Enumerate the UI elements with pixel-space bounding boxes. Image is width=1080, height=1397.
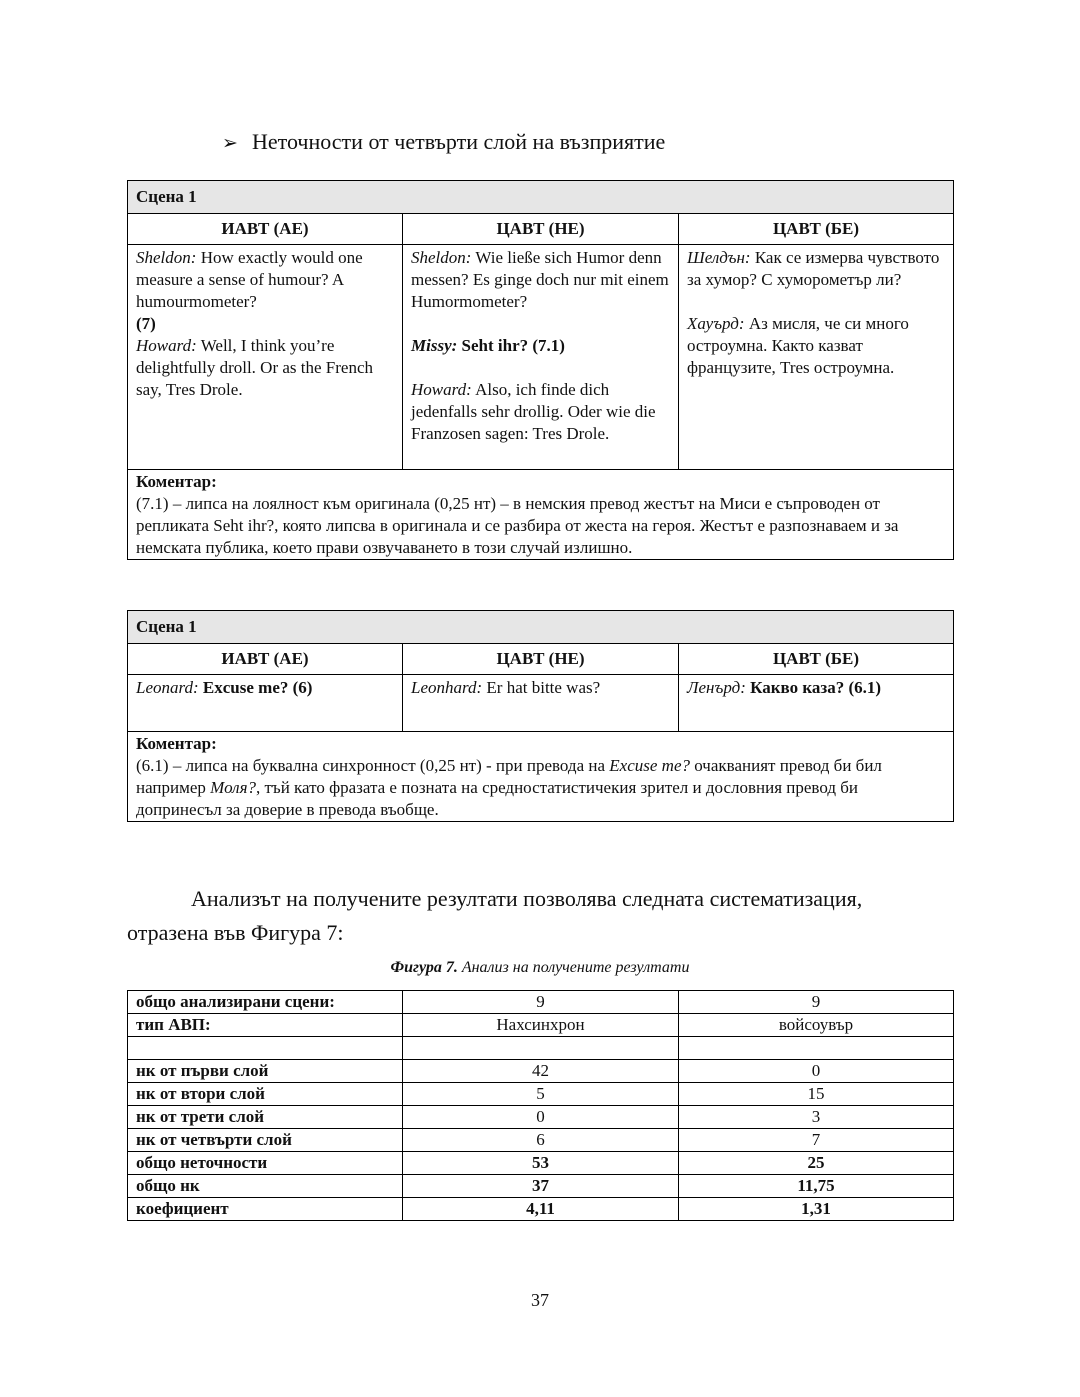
speaker: Howard: [136,336,197,355]
dialogue: Excuse me? (6) [198,678,313,697]
col-header-be: ЦАВТ (БЕ) [679,214,954,245]
value-voiceover: 11,75 [679,1175,954,1198]
cell-be [679,245,954,470]
row-label: коефициент [128,1198,403,1221]
col-header-ae: ИАВТ (АЕ) [128,644,403,675]
table-row [128,1083,954,1106]
comment-cell [128,732,954,822]
speaker: Leonhard: [411,678,483,697]
value-voiceover: 15 [679,1083,954,1106]
value-nachsynchron: 6 [403,1129,679,1152]
dialogue: How exactly would one measure a sense of humour? A humourmometer? [136,248,363,311]
results-table [127,990,954,1221]
value-nachsynchron [403,1037,679,1060]
page-number: 37 [531,1290,549,1310]
value-nachsynchron: 9 [403,991,679,1014]
comment-text: (7.1) – липса на лоялност към оригинала (0,25 нт) – в немския превод жестът на Миси е съпроводен от репликата Seht ihr?, която липсва в оригинала и се разбира от жеста на героя. Жестът е разпознаваем и за немската публика, което прави озвучаването в този случай излишно. [136,494,899,557]
dialogue: Er hat bitte was? [482,678,601,697]
value-voiceover: 9 [679,991,954,1014]
table-row [128,1037,954,1060]
value-voiceover: 7 [679,1129,954,1152]
dialogue: Also, ich finde dich jedenfalls sehr drollig. Oder wie die Franzosen sagen: Tres Drole. [411,380,656,443]
speaker: Leonard: [136,678,199,697]
scene-title: Сцена 1 [128,181,954,214]
row-label: нк от трети слой [128,1106,403,1129]
value-nachsynchron: 0 [403,1106,679,1129]
section-heading [222,127,665,159]
table-row [128,1129,954,1152]
figure-caption-text: Анализ на получените резултати [457,959,690,976]
table-row [128,1152,954,1175]
table-row [128,1198,954,1221]
speaker: Хауърд: [687,314,745,333]
value-voiceover [679,1037,954,1060]
speaker: Шелдън: [687,248,751,267]
table-row [128,1060,954,1083]
comment-title: Коментар: [136,734,217,753]
speaker: Sheldon: [136,248,197,267]
row-label: общо нк [128,1175,403,1198]
figure-label: Фигура 7. [390,959,458,976]
marker: (7) [136,314,156,333]
cell-ae [128,675,403,732]
comment-cell [128,470,954,560]
comment-text: (6.1) – липса на буквална синхронност (0,25 нт) - при превода на Excuse me? очакваният превод би бил например Моля?, тъй като фразата е позната на средностатистичекия зрител и дословния превод би допринесъл за доверие в превода въобще. [136,756,882,819]
dialogue: Как се измерва чувството за хумор? С хуморометър ли? [687,248,940,289]
figure-caption [127,957,953,979]
arrow-bullet-icon: ➢ [222,133,238,154]
scene-title: Сцена 1 [128,611,954,644]
table-row [128,1014,954,1037]
body-paragraph [127,882,953,950]
value-nachsynchron: 37 [403,1175,679,1198]
cell-ne [403,245,679,470]
value-nachsynchron: 5 [403,1083,679,1106]
cell-be [679,675,954,732]
row-label: общо неточности [128,1152,403,1175]
col-header-ne: ЦАВТ (НЕ) [403,644,679,675]
value-voiceover: 25 [679,1152,954,1175]
paragraph-line-2: отразена във Фигура 7: [127,920,344,945]
scene-table-2 [127,610,954,822]
speaker: Sheldon: [411,248,472,267]
table-row [128,991,954,1014]
speaker: Missy: [411,336,458,355]
row-label: нк от четвърти слой [128,1129,403,1152]
row-label: общо анализирани сцени: [128,991,403,1014]
speaker: Ленърд: [687,678,746,697]
comment-title: Коментар: [136,472,217,491]
dialogue: Какво каза? (6.1) [745,678,882,697]
value-voiceover: войсоувър [679,1014,954,1037]
value-nachsynchron: 53 [403,1152,679,1175]
row-label: нк от втори слой [128,1083,403,1106]
value-voiceover: 1,31 [679,1198,954,1221]
dialogue: Аз мисля, че си много остроумна. Както казват французите, Tres остроумна. [687,314,909,377]
value-voiceover: 0 [679,1060,954,1083]
col-header-ne: ЦАВТ (НЕ) [403,214,679,245]
section-heading-text: Неточности от четвърти слой на възприятие [252,129,666,154]
value-voiceover: 3 [679,1106,954,1129]
table-row [128,1106,954,1129]
value-nachsynchron: Нахсинхрон [403,1014,679,1037]
dialogue: Wie ließe sich Humor denn messen? Es ginge doch nur mit einem Humormometer? [411,248,669,311]
scene-table-1 [127,180,954,560]
row-label: нк от първи слой [128,1060,403,1083]
row-label [128,1037,403,1060]
col-header-be: ЦАВТ (БЕ) [679,644,954,675]
cell-ae [128,245,403,470]
row-label: тип АВП: [128,1014,403,1037]
value-nachsynchron: 4,11 [403,1198,679,1221]
dialogue: Well, I think you’re delightfully droll. Or as the French say, Tres Drole. [136,336,374,399]
cell-ne [403,675,679,732]
value-nachsynchron: 42 [403,1060,679,1083]
speaker: Howard: [411,380,472,399]
table-row [128,1175,954,1198]
dialogue: Seht ihr? (7.1) [457,336,565,355]
paragraph-line-1: Анализът на получените резултати позволява следната систематизация, [191,886,863,911]
col-header-ae: ИАВТ (АЕ) [128,214,403,245]
